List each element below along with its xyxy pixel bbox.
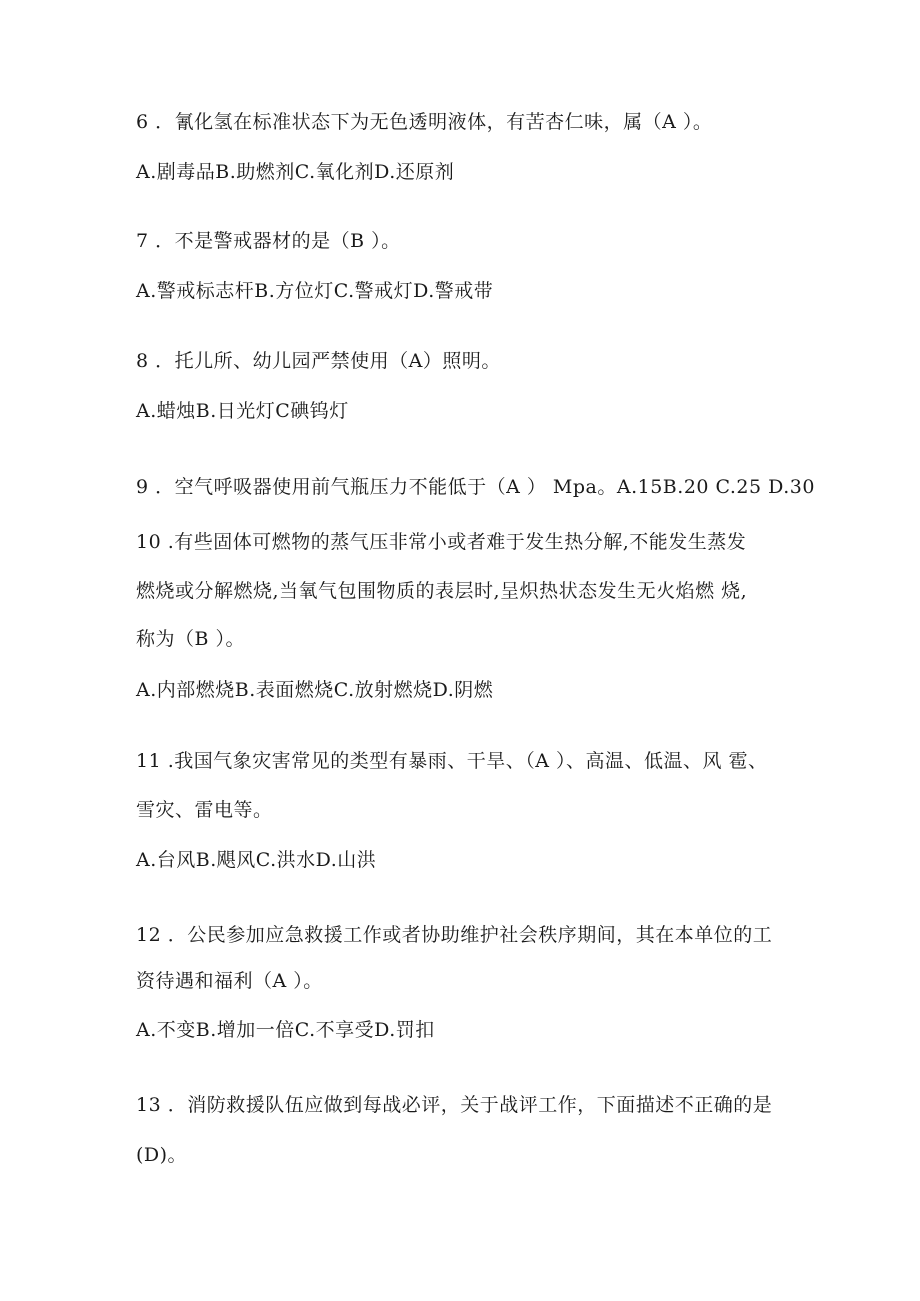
question-11-stem-line-2: 雪灾、雷电等。 <box>136 799 273 821</box>
question-6-stem: 6 ．氰化氢在标准状态下为无色透明液体，有苦杏仁味，属（A ）。 <box>136 111 713 133</box>
question-7-options: A.警戒标志杆B.方位灯C.警戒灯D.警戒带 <box>136 280 494 302</box>
question-8-stem: 8 ．托儿所、幼儿园严禁使用（A）照明。 <box>136 350 501 372</box>
question-11-stem-line-1: 11 .我国气象灾害常见的类型有暴雨、干旱、（A ）、高温、低温、风 雹、 <box>136 750 768 772</box>
question-11-options: A.台风B.飓风C.洪水D.山洪 <box>136 849 377 871</box>
question-9-stem: 9 ．空气呼吸器使用前气瓶压力不能低于（A ） Mpa。A.15B.20 C.25 D.30 <box>136 476 815 498</box>
question-12-options: A.不变B.增加一倍C.不享受D.罚扣 <box>136 1019 435 1041</box>
question-10-stem-line-1: 10 .有些固体可燃物的蒸气压非常小或者难于发生热分解,不能发生蒸发 <box>136 531 747 553</box>
question-13-stem-line-2: (D)。 <box>136 1144 188 1166</box>
question-8-options: A.蜡烛B.日光灯C碘钨灯 <box>136 400 349 422</box>
question-10-stem-line-3: 称为（B ）。 <box>136 628 246 650</box>
question-10-stem-line-2: 燃烧或分解燃烧,当氧气包围物质的表层时,呈炽热状态发生无火焰燃 烧, <box>136 580 748 602</box>
question-13-stem-line-1: 13 ．消防救援队伍应做到每战必评，关于战评工作，下面描述不正确的是 <box>136 1094 773 1116</box>
question-10-options: A.内部燃烧B.表面燃烧C.放射燃烧D.阴燃 <box>136 679 494 701</box>
question-12-stem-line-1: 12 ．公民参加应急救援工作或者协助维护社会秩序期间，其在本单位的工 <box>136 924 773 946</box>
question-7-stem: 7 ．不是警戒器材的是（B ）。 <box>136 230 401 252</box>
question-6-options: A.剧毒品B.助燃剂C.氧化剂D.还原剂 <box>136 161 455 183</box>
question-12-stem-line-2: 资待遇和福利（A ）。 <box>136 970 323 992</box>
